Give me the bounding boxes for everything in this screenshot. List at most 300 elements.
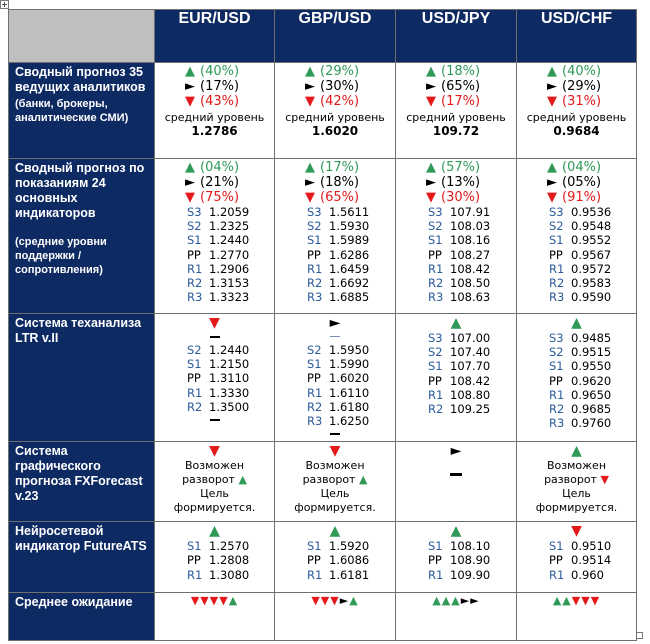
header-corner [9, 10, 155, 63]
pivot-value: 1.6086 [329, 553, 370, 568]
pivot-row [549, 219, 634, 233]
up-share-value: (40%) [200, 64, 240, 79]
pivot-label: R3 [549, 416, 565, 431]
up-share [157, 64, 272, 79]
pivot-value: 107.91 [450, 205, 491, 219]
pivot-levels [277, 539, 393, 582]
up-triangle-icon: ▲ [571, 315, 582, 331]
pivot-label: R1 [549, 567, 565, 582]
pivot-value: 0.9620 [571, 373, 612, 388]
up-triangle-icon: ▲ [305, 160, 315, 175]
down-triangle-icon: ▼ [305, 190, 315, 205]
forecast-message: формируется. [294, 501, 376, 515]
pivot-label: S1 [307, 539, 322, 554]
pivot-value: 1.3323 [209, 290, 250, 305]
pivot-row [428, 553, 514, 567]
pivot-value: 1.6180 [329, 399, 370, 414]
neutral-share-value: (30%) [320, 79, 360, 94]
neutral-triangle-icon: ► [547, 175, 557, 190]
down-share [519, 190, 634, 205]
pivot-label: S1 [187, 539, 202, 554]
signal [398, 443, 514, 459]
pivot-label: R2 [307, 276, 323, 291]
pivot-label: PP [428, 553, 442, 568]
pivot-label: S3 [187, 205, 202, 219]
forecast-message [519, 473, 634, 487]
pivot-label: R2 [307, 399, 323, 414]
up-triangle-icon: ▲ [238, 473, 247, 487]
pair-header-gbpusd: GBP/USD [275, 10, 396, 63]
neutral-triangle-icon: ► [426, 175, 436, 190]
pivot-value: 1.6459 [329, 261, 370, 276]
neutral-share-value: (18%) [320, 175, 360, 190]
pivot-row [428, 568, 514, 582]
indicators-cell [275, 159, 396, 314]
consensus-cell [517, 63, 637, 159]
pivot-row [307, 205, 393, 219]
pivot-row [428, 388, 514, 402]
row-ltr [9, 314, 637, 442]
pivot-label: R2 [549, 402, 565, 417]
pivot-label: PP [307, 247, 321, 262]
pivot-levels [157, 343, 272, 414]
signal [277, 315, 393, 331]
row-fxforecast [9, 442, 637, 522]
signal [277, 443, 393, 459]
pivot-value: 1.2440 [209, 343, 250, 357]
pivot-row [307, 553, 393, 567]
pivot-value: 1.3153 [209, 276, 250, 291]
down-triangle-icon: ▼ [590, 594, 601, 608]
pivot-label: R2 [187, 276, 203, 291]
neutral-triangle-icon: ► [547, 79, 557, 94]
pivot-levels [398, 539, 514, 582]
average-cell [396, 593, 517, 641]
pivot-row [307, 276, 393, 290]
pivot-row [428, 233, 514, 247]
pivot-label: R1 [549, 261, 565, 276]
pivot-row [428, 248, 514, 262]
pivot-label: R3 [307, 414, 323, 429]
pivot-label: S1 [549, 233, 564, 248]
pivot-row [549, 276, 634, 290]
neutral-share [277, 175, 393, 190]
down-triangle-icon: ▼ [571, 523, 582, 540]
pair-header-eurusd: EUR/USD [155, 10, 275, 63]
average-level-label: средний уровень [406, 111, 506, 124]
pivot-label: PP [187, 247, 201, 262]
pivot-value: 109.25 [450, 402, 491, 417]
down-triangle-icon: ▼ [571, 594, 582, 608]
neutral-triangle-icon: ► [185, 175, 195, 190]
pivot-value: 0.9485 [571, 331, 612, 345]
pivot-row [549, 374, 634, 388]
fxforecast-cell [275, 442, 396, 522]
pivot-row [307, 568, 393, 582]
up-triangle-icon: ▲ [547, 160, 557, 175]
pivot-value: 108.63 [450, 290, 491, 305]
pivot-row [428, 290, 514, 304]
pivot-row [187, 205, 272, 219]
pivot-value: 0.9514 [571, 553, 612, 568]
pivot-levels [398, 205, 514, 304]
pivot-value: 1.6885 [329, 290, 370, 305]
pivot-row [549, 233, 634, 247]
pivot-value: 1.2059 [209, 205, 250, 219]
up-triangle-icon: ▲ [228, 594, 239, 608]
pivot-row [549, 290, 634, 304]
pivot-value: 108.16 [450, 233, 491, 248]
down-triangle-icon: ▼ [547, 190, 557, 205]
pivot-label: S2 [428, 345, 443, 360]
neutral-share [519, 79, 634, 94]
pivot-label: S3 [428, 331, 443, 345]
pivot-value: 0.9515 [571, 345, 612, 360]
row-neural [9, 522, 637, 593]
pivot-value: 108.03 [450, 219, 491, 234]
pivot-label: R1 [428, 387, 444, 402]
pivot-value: 109.90 [450, 567, 491, 582]
row-consensus [9, 63, 637, 159]
average-level-label: средний уровень [285, 111, 385, 124]
pivot-value: 0.9550 [571, 359, 612, 374]
down-share-value: (17%) [441, 94, 481, 109]
up-triangle-icon: ▲ [547, 64, 557, 79]
down-share-value: (30%) [441, 190, 481, 205]
down-share [519, 94, 634, 109]
signal [519, 315, 634, 331]
neutral-share-value: (13%) [441, 175, 481, 190]
row-average [9, 593, 637, 641]
pivot-label: PP [187, 553, 201, 568]
pivot-row [187, 219, 272, 233]
pivot-value: 1.6020 [329, 371, 370, 386]
up-triangle-icon: ▲ [432, 594, 442, 608]
neutral-triangle-icon: ► [450, 443, 462, 460]
neutral-triangle-icon: ► [470, 594, 480, 608]
pivot-row [187, 248, 272, 262]
pivot-row [549, 331, 634, 345]
up-share [398, 64, 514, 79]
up-triangle-icon: ▲ [552, 594, 563, 608]
average-title: Среднее ожидание [15, 595, 133, 610]
neutral-share-value: (05%) [562, 175, 602, 190]
pivot-value: 0.960 [571, 567, 604, 582]
pivot-row [307, 386, 393, 400]
up-triangle-icon: ▲ [562, 594, 572, 608]
pivot-row [187, 290, 272, 304]
pivot-row [307, 219, 393, 233]
forecast-message: Возможен [305, 459, 365, 473]
neutral-share [398, 79, 514, 94]
pivot-label: PP [307, 553, 321, 568]
signal [398, 523, 514, 539]
down-triangle-icon: ▼ [320, 594, 331, 608]
neutral-share [519, 175, 634, 190]
dash-marker [277, 428, 393, 440]
row-title-fxforecast [9, 442, 155, 522]
pivot-value: 1.6181 [329, 567, 370, 582]
neutral-share-value: (29%) [562, 79, 602, 94]
average-cell [155, 593, 275, 641]
down-share [157, 94, 272, 109]
pivot-label: S1 [187, 357, 202, 372]
table-move-handle[interactable] [0, 0, 9, 9]
neural-cell [517, 522, 637, 593]
pivot-value: 1.2325 [209, 219, 250, 234]
neutral-triangle-icon: ► [305, 175, 315, 190]
pivot-levels [398, 331, 514, 416]
pivot-label: R3 [549, 290, 565, 305]
pivot-label: S1 [428, 359, 443, 374]
down-triangle-icon: ▼ [426, 190, 436, 205]
pivot-label: S3 [549, 205, 564, 219]
pivot-label: R3 [428, 290, 444, 305]
consensus-title: Сводный прогноз 35 ведущих аналитиков [15, 65, 146, 94]
pivot-row [549, 568, 634, 582]
average-level-value: 109.72 [432, 124, 480, 138]
up-share [519, 64, 634, 79]
row-title-consensus [9, 63, 155, 159]
pivot-row [187, 371, 272, 385]
pivot-value: 1.6250 [329, 414, 370, 429]
pivot-row [307, 357, 393, 371]
pivot-row [187, 553, 272, 567]
pivot-row [187, 233, 272, 247]
pivot-row [187, 276, 272, 290]
average-level-value: 1.2786 [191, 124, 238, 138]
signal [519, 523, 634, 539]
pivot-row [549, 359, 634, 373]
pivot-row [187, 262, 272, 276]
row-indicators [9, 159, 637, 314]
down-triangle-icon: ▼ [330, 594, 340, 608]
forecast-message: Цель [320, 487, 350, 501]
neutral-share [157, 175, 272, 190]
table-resize-handle[interactable] [636, 632, 643, 639]
pivot-row [187, 343, 272, 357]
signal [157, 315, 272, 331]
pivot-row [307, 343, 393, 357]
pivot-value: 107.00 [450, 331, 491, 345]
pivot-value: 108.42 [450, 373, 491, 388]
pivot-label: R2 [428, 276, 444, 291]
up-triangle-icon: ▲ [185, 160, 195, 175]
up-triangle-icon: ▲ [571, 443, 582, 460]
indicators-subtitle: (средние уровни поддержки / сопротивления) [15, 236, 107, 276]
pivot-label: S3 [307, 205, 322, 219]
pivot-value: 1.5611 [329, 205, 370, 219]
forecast-table [8, 9, 637, 641]
pivot-row [428, 219, 514, 233]
forecast-message-text: разворот [182, 473, 235, 487]
ltr-cell [155, 314, 275, 442]
down-share-value: (31%) [562, 94, 602, 109]
pivot-row [307, 400, 393, 414]
pivot-value: 0.9583 [571, 276, 612, 291]
average-level-value: 1.6020 [311, 124, 359, 138]
dash-marker [157, 414, 272, 426]
average-cell [275, 593, 396, 641]
pivot-value: 1.2906 [209, 261, 250, 276]
pivot-row [428, 402, 514, 416]
down-triangle-icon: ▼ [185, 94, 195, 109]
down-triangle-icon: ▼ [185, 190, 195, 205]
pivot-row [549, 553, 634, 567]
up-share [277, 64, 393, 79]
pivot-value: 1.5920 [329, 539, 370, 554]
pivot-label: R2 [549, 276, 565, 291]
neutral-share-value: (65%) [441, 79, 481, 94]
signal [519, 443, 634, 459]
down-share [277, 190, 393, 205]
pivot-value: 1.2770 [209, 247, 250, 262]
neutral-triangle-icon: ► [460, 594, 471, 608]
pivot-label: R1 [428, 261, 444, 276]
pivot-value: 0.9548 [571, 219, 612, 234]
forecast-message [277, 473, 393, 487]
forecast-message-text: разворот [544, 473, 597, 487]
forecast-message-text: разворот [302, 473, 356, 487]
fxforecast-cell [517, 442, 637, 522]
row-title-ltr [9, 314, 155, 442]
pivot-label: S1 [187, 233, 202, 248]
up-share-value: (40%) [562, 64, 602, 79]
neural-cell [155, 522, 275, 593]
pivot-value: 108.42 [450, 261, 491, 276]
indicators-title: Сводный прогноз по показаниям 24 основных индикаторов [15, 161, 145, 220]
pivot-value: 1.5930 [329, 219, 370, 234]
pivot-label: S1 [428, 233, 443, 248]
pair-header-usdjpy: USD/JPY [396, 10, 517, 63]
neutral-triangle-icon: ► [426, 79, 436, 94]
down-share [277, 94, 393, 109]
pivot-value: 108.80 [450, 387, 491, 402]
pivot-value: 1.6110 [329, 385, 370, 400]
pivot-value: 1.2808 [209, 553, 250, 568]
pivot-value: 1.6286 [329, 247, 370, 262]
forecast-message [157, 473, 272, 487]
neutral-share [277, 79, 393, 94]
pivot-label: R2 [428, 402, 444, 417]
down-share-value: (43%) [200, 94, 240, 109]
down-share [398, 94, 514, 109]
down-triangle-icon: ▼ [219, 594, 229, 608]
forecast-message: формируется. [535, 501, 618, 515]
pivot-row [428, 345, 514, 359]
dash-marker [398, 465, 514, 485]
pivot-label: R1 [187, 261, 203, 276]
down-triangle-icon: ▼ [329, 443, 341, 460]
pivot-value: 0.9650 [571, 387, 612, 402]
pivot-value: 0.9567 [571, 247, 612, 262]
pivot-value: 1.3330 [209, 385, 250, 400]
pivot-levels [157, 205, 272, 304]
pivot-row [307, 414, 393, 428]
forecast-message: Цель [562, 487, 591, 501]
pivot-label: PP [549, 247, 563, 262]
pivot-row [549, 539, 634, 553]
pivot-row [428, 205, 514, 219]
pivot-label: S1 [428, 539, 443, 554]
down-triangle-icon: ▼ [426, 94, 436, 109]
pivot-value: 1.5989 [329, 233, 370, 248]
pivot-value: 0.9760 [571, 416, 612, 431]
up-triangle-icon: ▲ [426, 64, 436, 79]
up-triangle-icon: ▲ [450, 523, 462, 540]
up-share [157, 160, 272, 175]
average-level-label: средний уровень [164, 111, 265, 124]
pivot-value: 1.2440 [209, 233, 250, 248]
consensus-cell [155, 63, 275, 159]
neural-cell [275, 522, 396, 593]
forecast-message: формируется. [173, 501, 256, 515]
pivot-value: 1.3080 [209, 567, 250, 582]
pivot-row [307, 290, 393, 304]
pivot-value: 1.2150 [209, 357, 250, 372]
neutral-triangle-icon: ► [305, 79, 315, 94]
pivot-row [428, 262, 514, 276]
pivot-label: S1 [549, 359, 564, 374]
neutral-triangle-icon: ► [185, 79, 195, 94]
pivot-label: PP [428, 247, 442, 262]
indicators-cell [155, 159, 275, 314]
down-triangle-icon: ▼ [581, 594, 591, 608]
down-share-value: (42%) [320, 94, 360, 109]
pivot-value: 0.9572 [571, 261, 612, 276]
up-triangle-icon: ▲ [451, 594, 461, 608]
up-triangle-icon: ▲ [441, 594, 452, 608]
down-triangle-icon: ▼ [209, 443, 220, 460]
up-share [398, 160, 514, 175]
pivot-row [307, 233, 393, 247]
pivot-label: R1 [549, 387, 565, 402]
up-triangle-icon: ▲ [185, 64, 195, 79]
pivot-value: 107.70 [450, 359, 491, 374]
pivot-levels [519, 205, 634, 304]
pivot-row [428, 374, 514, 388]
up-share [277, 160, 393, 175]
average-level-label: средний уровень [526, 111, 627, 124]
down-triangle-icon: ▼ [209, 594, 220, 608]
pivot-levels [277, 343, 393, 428]
pivot-levels [519, 539, 634, 582]
pivot-value: 1.6692 [329, 276, 370, 291]
up-triangle-icon: ▲ [305, 64, 315, 79]
row-title-indicators [9, 159, 155, 314]
neural-title: Нейросетевой индикатор FutureATS [15, 524, 147, 554]
up-share-value: (04%) [200, 160, 240, 175]
pivot-label: R1 [187, 567, 203, 582]
header-row [9, 10, 637, 63]
up-triangle-icon: ▲ [209, 523, 220, 540]
consensus-cell [396, 63, 517, 159]
down-triangle-icon: ▼ [305, 94, 315, 109]
pivot-value: 1.2570 [209, 539, 250, 554]
average-level-value: 0.9684 [553, 124, 600, 138]
pivot-value: 108.90 [450, 553, 491, 568]
indicators-cell [517, 159, 637, 314]
neutral-triangle-icon: ► [339, 594, 350, 608]
down-triangle-icon: ▼ [200, 594, 210, 608]
pivot-label: R1 [307, 261, 323, 276]
up-share-value: (57%) [441, 160, 481, 175]
pivot-row [187, 568, 272, 582]
pivot-row [307, 262, 393, 276]
ltr-cell [275, 314, 396, 442]
pivot-value: 1.5990 [329, 357, 370, 372]
pivot-label: PP [187, 371, 201, 386]
